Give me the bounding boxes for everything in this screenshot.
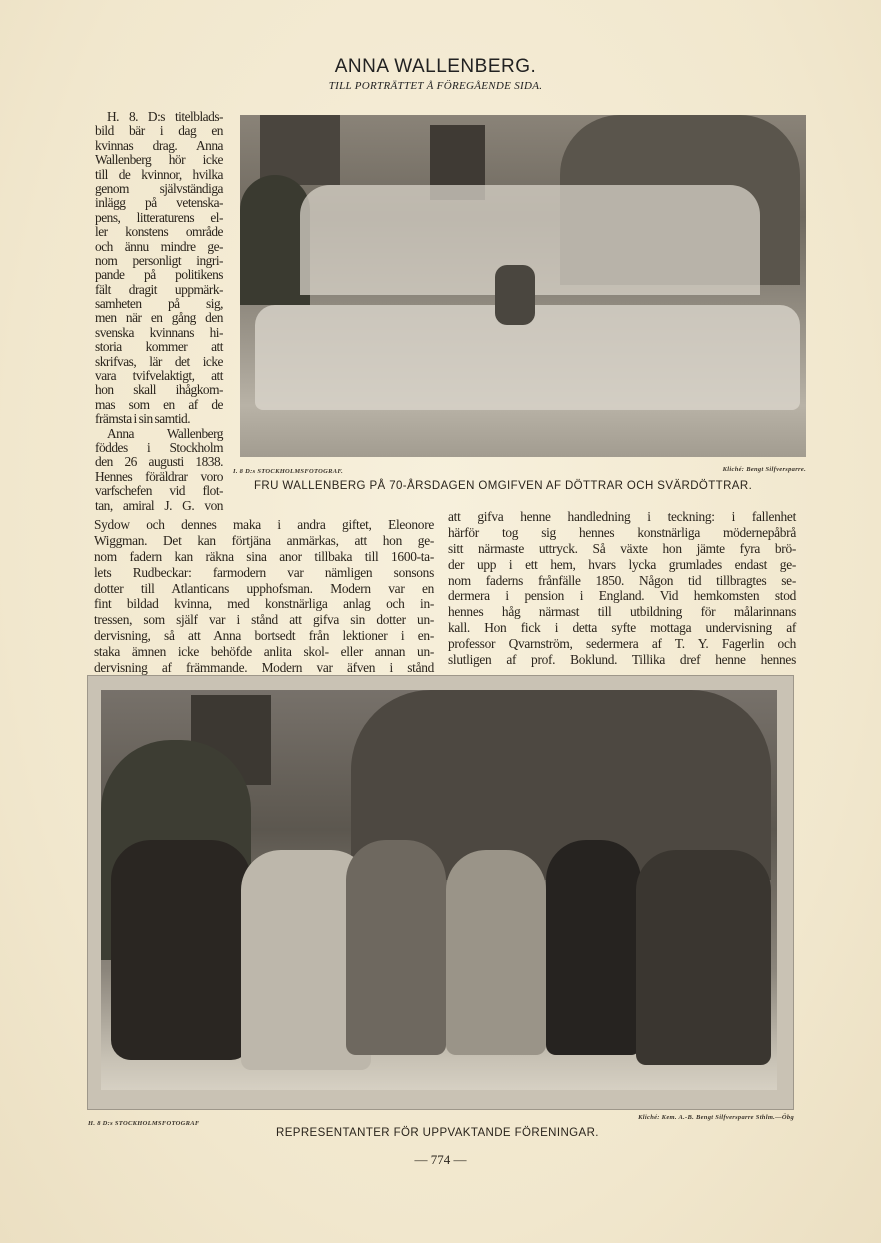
text-line: slutligen af prof. Boklund. Tillika dref henne hennes	[448, 652, 796, 668]
text-line: storia kommer att	[95, 339, 223, 355]
text-line: hon skall ihågkom-	[95, 382, 223, 398]
text-line: hennes håg närmast till utbildning för målarinnans	[448, 604, 796, 620]
text-line: dotter till Atlanticans upphofsman. Modern var en	[94, 580, 434, 596]
text-line: genom självständiga	[95, 180, 223, 196]
text-line: Sydow och dennes maka i andra giftet, Eleonore	[94, 517, 434, 532]
text-line: kall. Hon fick i detta syfte mottaga undervisning af	[448, 620, 796, 636]
text-line: lets Rudbeckar: farmodern var nämligen sonsons	[94, 564, 434, 580]
engraver-credit: Kliché: Kem. A.-B. Bengt Silfversparre Sthlm.—Öbg	[638, 1114, 794, 1121]
left-text-column	[94, 517, 434, 676]
text-line: inlägg på vetenska-	[95, 195, 223, 211]
text-line: tressen, som själf var i stånd att gifva sin dotter un-	[94, 612, 434, 628]
text-line: dermera i pension i England. Vid hemkomsten stod	[448, 588, 796, 604]
text-line: och ännu mindre ge-	[95, 238, 223, 254]
text-line: samheten på sig,	[95, 296, 223, 312]
photo-caption: REPRESENTANTER FÖR UPPVAKTANDE FÖRENINGAR.	[276, 1127, 599, 1139]
text-line: pens, litteraturens el-	[95, 209, 223, 225]
text-line: H. 8. D:s titelblads-	[107, 109, 223, 124]
engraver-credit: Kliché: Bengt Silfversparre.	[722, 466, 806, 473]
narrow-text-column	[95, 110, 223, 513]
text-line: ler konstens område	[95, 224, 223, 240]
text-line: kvinnas drag. Anna	[95, 137, 223, 153]
page-number: — 774 —	[414, 1152, 467, 1167]
text-line: föddes i Stockholm	[95, 439, 223, 455]
article-subtitle: TILL PORTRÄTTET Å FÖREGÅENDE SIDA.	[328, 80, 543, 92]
text-line: främsta i sin samtid.	[95, 411, 191, 427]
text-line: Wiggman. Det kan förtjäna anmärkas, att hon ge-	[94, 532, 434, 548]
text-line: bild bär i dag en	[95, 123, 223, 139]
photo-credit: H. 8 D:s STOCKHOLMSFOTOGRAF	[88, 1120, 200, 1127]
text-line: till de kvinnor, hvilka	[95, 166, 223, 182]
text-line: nom personligt ingri-	[95, 252, 223, 268]
text-line: härför tog sig hennes konstnärliga mödernepåbrå	[448, 524, 796, 540]
text-line: att gifva henne handledning i teckning: i fallenhet	[448, 509, 796, 524]
text-line: nom fadern kan räkna sina anor tillbaka till 1600-ta-	[94, 548, 434, 564]
text-line: der upp i ett hem, hvars lycka grumlades endast ge-	[448, 556, 796, 572]
text-line: staka ämnen icke behöfde anlita skol- eller annan un-	[94, 644, 434, 660]
text-line: dervisning af främmande. Modern var äfven i stånd	[94, 660, 434, 676]
text-line: Hennes föräldrar voro	[95, 468, 223, 484]
text-line: svenska kvinnans hi-	[95, 324, 223, 340]
text-line: nom faderns frånfälle 1850. Någon tid tillbragtes se-	[448, 572, 796, 588]
text-line: vara tvifvelaktigt, att	[95, 368, 223, 384]
text-line: Anna Wallenberg	[107, 425, 223, 441]
article-title: ANNA WALLENBERG.	[334, 56, 537, 77]
text-line: fint bildad kvinna, med konstnärliga anlag och in-	[94, 596, 434, 612]
group-photo-representatives	[101, 690, 777, 1090]
text-line: tan, amiral J. G. von	[95, 497, 223, 513]
text-line: dervisning, så att Anna bortsedt från lektioner i en-	[94, 628, 434, 644]
right-text-column	[448, 509, 796, 668]
text-line: skrifvas, lär det icke	[95, 353, 223, 369]
text-line: varfschefen vid flot-	[95, 483, 223, 499]
text-line: men när en gång den	[95, 310, 223, 326]
text-line: pande på politikens	[95, 267, 223, 283]
text-line: sitt närmaste uttryck. Så växte hon jämte fyra brö-	[448, 540, 796, 556]
text-line: professor Qvarnström, sedermera af T. Y. Fagerlin och	[448, 636, 796, 652]
group-photo-daughters	[240, 115, 806, 457]
photo-credit: I. 8 D:s STOCKHOLMSFOTOGRAF.	[233, 468, 344, 475]
photo-caption: FRU WALLENBERG PÅ 70-ÅRSDAGEN OMGIFVEN AF DÖTTRAR OCH SVÄRDÖTTRAR.	[254, 480, 753, 492]
text-line: mas som en af de	[95, 396, 223, 412]
text-line: Wallenberg hör icke	[95, 152, 223, 168]
text-line: den 26 augusti 1838.	[95, 454, 223, 470]
text-line: fält dragit uppmärk-	[95, 281, 223, 297]
